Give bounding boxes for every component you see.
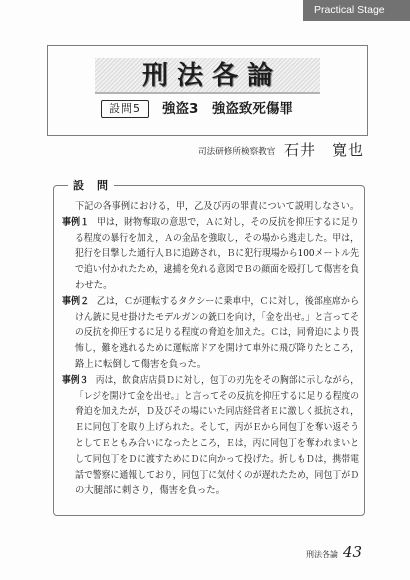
case-1-text: 犯行を目撃した通行人Ｂに追跡され，Ｂに犯行現場から100メートル先 [75,248,359,260]
author-affiliation: 司法研修所検察教官 [198,147,276,157]
case-1-line [62,278,359,294]
case-3-text: 丙は，飲食店店員Ｄに対し，包丁の刃先をその胸部に示しながら， [95,374,359,386]
question-heading: 設 問 [68,178,114,193]
running-footer-title: 刑法各論 [306,550,338,559]
case-3-text: して同包丁をＤに渡すためにＤに向かって投げた。折しもＤは，携帯電 [75,453,359,465]
question-intro [62,199,359,215]
case-3-text: 話で警察に通報しており，同包丁に気付くのが遅れたため，同包丁がＤ [75,469,359,481]
case-3-text: としてＥともみ合いになったところ，Ｅは，丙に同包丁を奪われまいと [75,437,359,449]
case-2-line [62,325,359,341]
case-3-line [62,373,359,389]
page-footer [306,543,376,563]
case-3-line [62,468,359,484]
case-2-line [62,294,359,310]
question-box [53,179,365,516]
case-label: 事例２ [62,295,90,307]
case-3-text: 脅迫を加えたが，Ｄ及びその場にいた同店経営者Ｅに激しく抵抗され， [75,406,359,418]
case-2-text: けん銃に見せ掛けたモデルガンの銃口を向け，「金を出せ。」と言ってそ [75,311,359,323]
case-2-text: 怖し，難を逃れるために運転席ドアを開けて車外に飛び降りたところ， [75,343,359,355]
case-2-text: 路上に転倒して傷害を負った。 [75,358,207,370]
case-1-text: で追い付かれたため，逮捕を免れる意図でＢの顔面を殴打して傷害を負 [75,264,359,276]
case-3-text: Ｅに同包丁を取り上げられた。そして，丙がＥから同包丁を奪い返そう [75,422,359,434]
question-intro-text: 下記の各事例における，甲，乙及び丙の罪責について説明しなさい。 [75,201,359,212]
author-name: 石井 寛也 [284,141,365,159]
page-number: 43 [343,543,363,561]
case-2-line [62,341,359,357]
case-3-line [62,420,359,436]
case-3-line [62,389,359,405]
case-3-line [62,452,359,468]
case-1-text: 甲は，財物奪取の意思で，Ａに対し，その反抗を抑圧するに足り [96,216,359,228]
case-2-text: の反抗を抑圧するに足りる程度の脅迫を加えた。Ｃは，同脅迫により畏 [75,327,359,339]
case-3-line [62,483,359,499]
section-tab: Practical Stage [303,0,410,21]
case-1-first-line [62,215,359,231]
case-1-line [62,215,359,231]
case-2-first-line [62,294,359,310]
case-1-text: わせた。 [75,279,113,291]
question-text [62,199,359,499]
question-topic: 強盗3 強盗致死傷罪 [162,101,293,117]
case-2-line [62,357,359,373]
case-3-text: 「レジを開けて金を出せ。」と言ってその反抗を抑圧するに足りる程度の [75,390,359,402]
case-3-line [62,436,359,452]
case-1-line [62,262,359,278]
case-label: 事例３ [62,374,89,386]
case-1-text: る程度の暴行を加え，Ａの金品を強取し，その場から逃走した。甲は， [75,232,359,244]
case-3-first-line [62,373,359,389]
case-1-line [62,246,359,262]
case-2-line [62,310,359,326]
case-3-line [62,404,359,420]
case-label: 事例１ [62,216,90,228]
subject-title: 刑法各論 [141,61,282,91]
case-1-line [62,231,359,247]
question-number-badge: 設問5 [101,100,149,118]
title-box [47,45,368,136]
case-2-text: 乙は，Ｃが運転するタクシーに乗車中，Ｃに対し，後部座席から [96,295,359,307]
case-3-text: の大腿部に刺さり，傷害を負った。 [75,485,226,497]
